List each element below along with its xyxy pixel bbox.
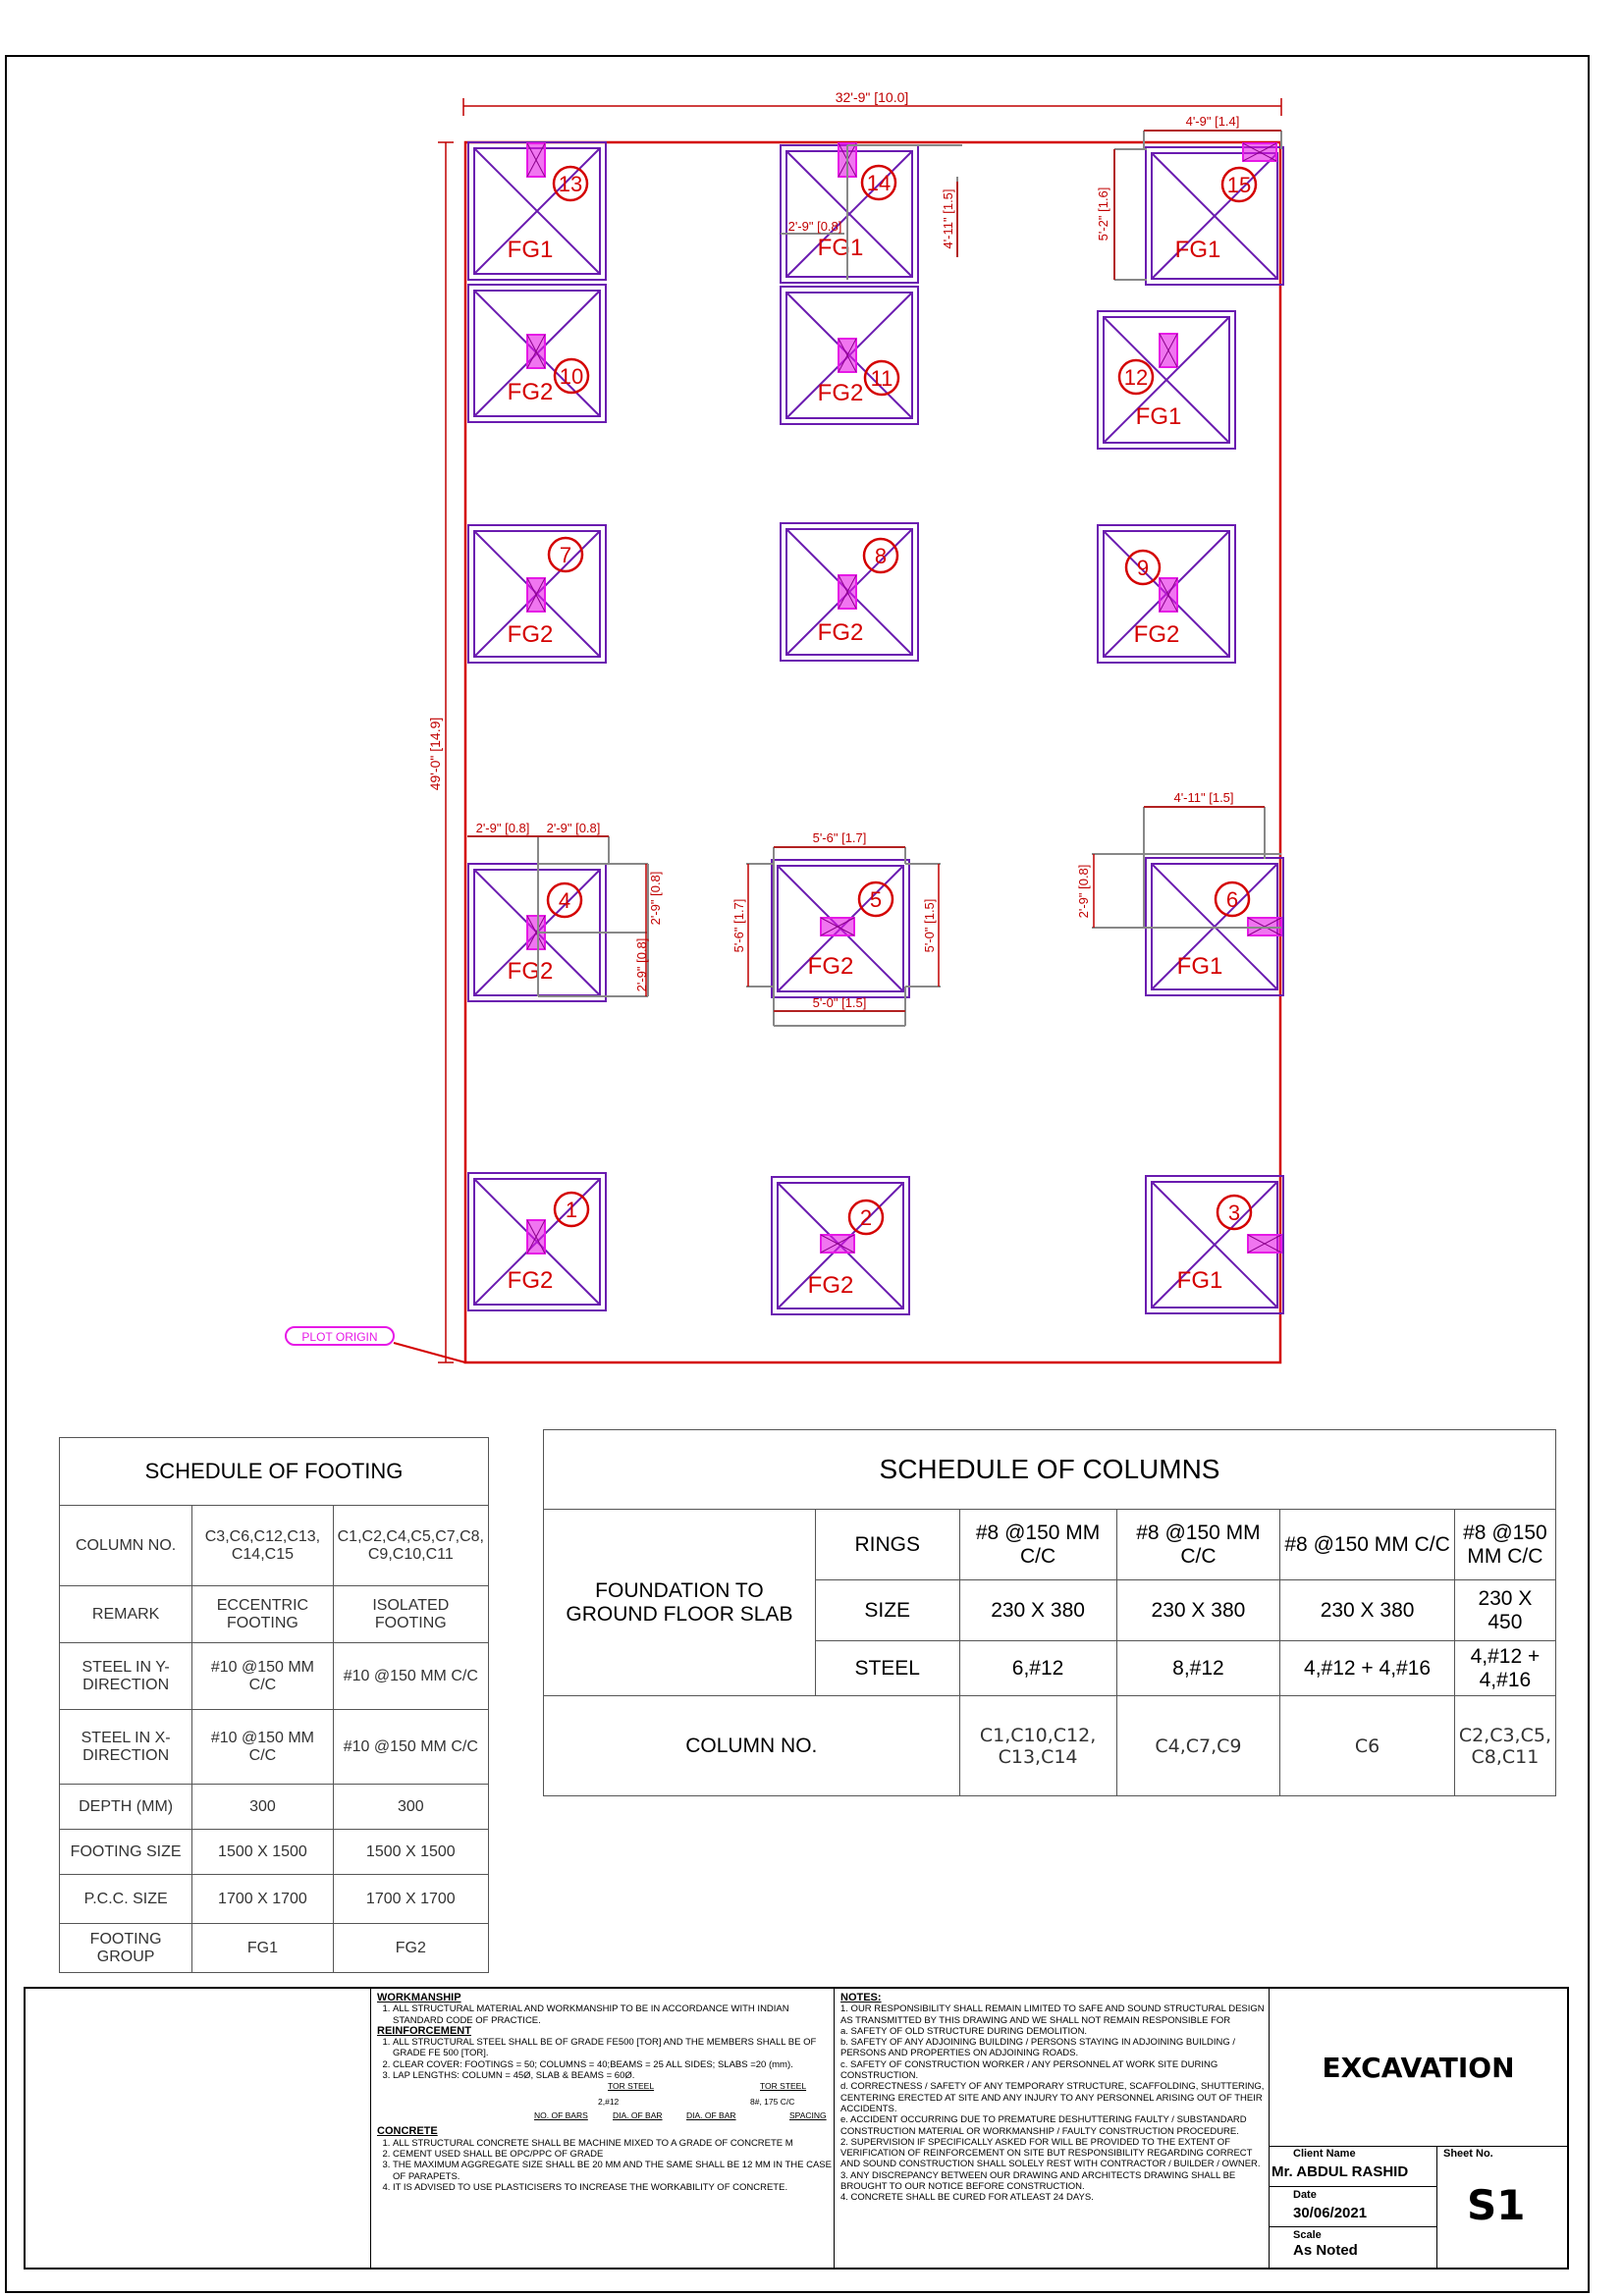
dim-f14-offset: 2'-9" [0.8] [787, 219, 842, 234]
footing-group-label: FG1 [1176, 1267, 1223, 1294]
concrete-heading: CONCRETE [377, 2125, 438, 2138]
footing-schedule-row [60, 1785, 489, 1830]
dim-f4-top-left: 2'-9" [0.8] [475, 821, 530, 835]
footing-cell-fg2: #10 @150 MM C/C [333, 1710, 488, 1785]
size-col-1: 230 X 380 [959, 1580, 1116, 1641]
footing-cell-label: STEEL IN Y-DIRECTION [60, 1643, 192, 1710]
footing-schedule-table [59, 1437, 489, 1973]
footing-number: 12 [1123, 365, 1149, 390]
responsibility-note: 3. ANY DISCREPANCY BETWEEN OUR DRAWING AND ARCHITECTS DRAWING SHALL BE BROUGHT TO OUR NOTICE BEFORE CONSTRUCTION. [840, 2169, 1236, 2193]
footing-group-label: FG1 [1176, 953, 1223, 980]
footing-cell-fg1: FG1 [192, 1924, 333, 1973]
rings-col-4: #8 @150 MM C/C [1454, 1510, 1555, 1580]
footing-cell-fg1: #10 @150 MM C/C [192, 1710, 333, 1785]
footing-9 [1098, 525, 1235, 663]
footing-number: 8 [874, 544, 888, 568]
footing-group-label: FG2 [807, 1272, 854, 1299]
responsibility-note: a. SAFETY OF OLD STRUCTURE DURING DEMOLITION. [840, 2025, 1088, 2037]
notes-list [840, 2003, 1265, 2203]
footing-number: 15 [1226, 173, 1252, 197]
plot-origin-label: PLOT ORIGIN [301, 1330, 378, 1344]
row-label-steel: STEEL [815, 1641, 959, 1696]
footing-cell-fg2: FG2 [333, 1924, 488, 1973]
no-of-bars-label: NO. OF BARS [534, 2110, 588, 2121]
workmanship-list [377, 2003, 840, 2026]
scale-value: As Noted [1293, 2242, 1358, 2259]
note-item: 4. IT IS ADVISED TO USE PLASTICISERS TO INCREASE THE WORKABILITY OF CONCRETE. [393, 2182, 840, 2193]
column-schedule-title: SCHEDULE OF COLUMNS [544, 1430, 1556, 1510]
note-item: 3. LAP LENGTHS: COLUMN = 45Ø, SLAB & BEAMS = 60Ø. [393, 2070, 840, 2081]
column-no-col-2: C4,C7,C9 [1116, 1696, 1280, 1796]
footing-10 [468, 285, 606, 422]
dim-f15-width: 4'-9" [1.4] [1185, 114, 1240, 129]
client-name: Mr. ABDUL RASHID [1271, 2163, 1409, 2180]
footing-cell-label: COLUMN NO. [60, 1506, 192, 1586]
rings-col-1: #8 @150 MM C/C [959, 1510, 1116, 1580]
steel-col-3: 4,#12 + 4,#16 [1280, 1641, 1454, 1696]
dim-f5-bottom: 5'-0" [1.5] [812, 995, 867, 1010]
responsibility-note: b. SAFETY OF ANY ADJOINING BUILDING / PERSONS STAYING IN ADJOINING BUILDING / PERSONS AND PROPERTIES ON ADJOINING ROADS. [840, 2037, 1236, 2059]
sheet-label: Sheet No. [1443, 2148, 1493, 2160]
client-label: Client Name [1293, 2148, 1356, 2160]
footing-13 [468, 142, 606, 280]
footing-12 [1098, 311, 1235, 449]
dia-of-bar-label-2: DIA. OF BAR [686, 2110, 736, 2121]
footing-number: 3 [1227, 1201, 1241, 1225]
responsibility-notes [834, 1989, 1271, 2268]
note-item: 1. ALL STRUCTURAL CONCRETE SHALL BE MACHINE MIXED TO A GRADE OF CONCRETE M [393, 2138, 840, 2149]
footing-group-label: FG2 [817, 619, 864, 646]
footing-8 [781, 523, 918, 661]
overall-height-label: 49'-0" [14.9] [427, 717, 443, 791]
responsibility-note: 1. OUR RESPONSIBILITY SHALL REMAIN LIMITED TO SAFE AND SOUND STRUCTURAL DESIGN AS TRANSMITTED BY THIS DRAWING AND WE SHALL NOT REMAIN RESPONSIBLE FOR [840, 2003, 1265, 2026]
footing-number: 14 [866, 171, 892, 195]
footing-group-label: FG2 [507, 379, 554, 405]
column-no-col-3: C6 [1280, 1696, 1454, 1796]
footing-2 [772, 1177, 909, 1314]
footing-group-label: FG2 [817, 380, 864, 406]
bar-notation-legend [377, 2081, 840, 2126]
dim-f5-left: 5'-6" [1.7] [731, 898, 746, 953]
footing-cell-label: FOOTING SIZE [60, 1830, 192, 1875]
footing-cell-fg1: #10 @150 MM C/C [192, 1643, 333, 1710]
dia-of-bar-label-1: DIA. OF BAR [613, 2110, 663, 2121]
footing-number: 9 [1136, 556, 1150, 580]
footing-schedule-row [60, 1586, 489, 1643]
size-col-4: 230 X 450 [1454, 1580, 1555, 1641]
footing-group-label: FG2 [807, 953, 854, 980]
overall-width-label: 32'-9" [10.0] [835, 89, 909, 105]
footing-cell-label: DEPTH (MM) [60, 1785, 192, 1830]
sheet-info-block [1269, 1989, 1567, 2268]
tor-steel-label-2: TOR STEEL [760, 2081, 807, 2092]
note-item: 1. ALL STRUCTURAL STEEL SHALL BE OF GRADE FE500 [TOR] AND THE MEMBERS SHALL BE OF GRADE FE 500 [TOR]. [393, 2037, 840, 2059]
responsibility-note: 4. CONCRETE SHALL BE CURED FOR ATLEAST 24 DAYS. [840, 2192, 1094, 2204]
spacing-label: SPACING [789, 2110, 827, 2121]
rings-col-3: #8 @150 MM C/C [1280, 1510, 1454, 1580]
responsibility-note: d. CORRECTNESS / SAFETY OF ANY TEMPORARY STRUCTURE, SCAFFOLDING, SHUTTERING, CENTERING ERECTED AT SITE AND ANY INJURY TO ANY PERSONNEL ARISING OUT OF THEIR ACCIDENTS. [840, 2081, 1265, 2114]
footing-group-label: FG2 [507, 958, 554, 985]
responsibility-note: c. SAFETY OF CONSTRUCTION WORKER / ANY PERSONNEL AT WORK SITE DURING CONSTRUCTION. [840, 2058, 1218, 2082]
footing-number: 2 [859, 1205, 873, 1230]
date-value: 30/06/2021 [1293, 2205, 1368, 2221]
date-label: Date [1293, 2189, 1317, 2201]
footing-number: 7 [559, 543, 572, 567]
footing-5 [772, 860, 909, 997]
footing-cell-label: REMARK [60, 1586, 192, 1643]
footing-3 [1146, 1176, 1283, 1313]
drawing-title: EXCAVATION [1270, 1989, 1567, 2147]
size-col-2: 230 X 380 [1116, 1580, 1280, 1641]
footing-number: 5 [869, 887, 883, 912]
footing-cell-fg2: ISOLATED FOOTING [333, 1586, 488, 1643]
footing-7 [468, 525, 606, 663]
responsibility-note: e. ACCIDENT OCCURRING DUE TO PREMATURE DESHUTTERING FAULTY / SUBSTANDARD CONSTRUCTION MATERIAL OR WORKMANSHIP / FAULTY CONSTRUCTION PROCEDURE. [840, 2114, 1247, 2137]
steel-col-1: 6,#12 [959, 1641, 1116, 1696]
footing-cell-label: STEEL IN X-DIRECTION [60, 1710, 192, 1785]
dim-f4-top-right: 2'-9" [0.8] [546, 821, 601, 835]
column-no-col-4: C2,C3,C5, C8,C11 [1454, 1696, 1555, 1796]
footing-number: 1 [565, 1198, 578, 1222]
concrete-list [377, 2138, 840, 2193]
note-item: 2. CEMENT USED SHALL BE OPC/PPC OF GRADE [393, 2149, 840, 2160]
footing-group-label: FG1 [1174, 237, 1221, 263]
footing-cell-fg2: 1500 X 1500 [333, 1830, 488, 1875]
footing-15 [1146, 143, 1283, 285]
footing-cell-fg1: 300 [192, 1785, 333, 1830]
footing-cell-fg1: 1700 X 1700 [192, 1875, 333, 1924]
footing-number: 4 [558, 888, 571, 913]
footing-number: 11 [870, 366, 893, 391]
steel-col-2: 8,#12 [1116, 1641, 1280, 1696]
column-schedule-level: FOUNDATION TO GROUND FLOOR SLAB [544, 1510, 816, 1696]
footing-group-label: FG1 [1135, 403, 1182, 430]
column-schedule-table [543, 1429, 1556, 1796]
workmanship-heading: WORKMANSHIP [377, 1992, 461, 2003]
footing-group-label: FG1 [817, 235, 864, 261]
note-item: 1. ALL STRUCTURAL MATERIAL AND WORKMANSHIP TO BE IN ACCORDANCE WITH INDIAN STANDARD CODE OF PRACTICE. [393, 2003, 840, 2026]
footing-group-label: FG1 [507, 237, 554, 263]
scale-label: Scale [1293, 2229, 1322, 2241]
footing-group-label: FG2 [1133, 621, 1180, 648]
footing-schedule-row [60, 1830, 489, 1875]
footing-number: 6 [1225, 887, 1239, 912]
sheet-number-box [1437, 2146, 1567, 2268]
footing-cell-fg1: C3,C6,C12,C13, C14,C15 [192, 1506, 333, 1586]
dim-f15-height: 5'-2" [1.6] [1096, 187, 1110, 241]
footing-cell-fg2: #10 @150 MM C/C [333, 1643, 488, 1710]
notes-heading: NOTES: [840, 1992, 882, 2003]
dim-f4-right-top: 2'-9" [0.8] [648, 871, 663, 926]
footing-14 [781, 143, 918, 283]
plot-origin-marker [286, 1327, 465, 1362]
general-notes [370, 1989, 846, 2268]
reinforcement-list [377, 2037, 840, 2081]
footing-cell-fg1: 1500 X 1500 [192, 1830, 333, 1875]
footing-group-label: FG2 [507, 1267, 554, 1294]
footing-cell-fg1: ECCENTRIC FOOTING [192, 1586, 333, 1643]
footing-cell-label: P.C.C. SIZE [60, 1875, 192, 1924]
footing-cell-fg2: 300 [333, 1785, 488, 1830]
footing-cell-fg2: C1,C2,C4,C5,C7,C8, C9,C10,C11 [333, 1506, 488, 1586]
note-item: 2. CLEAR COVER: FOOTINGS = 50; COLUMNS = 40;BEAMS = 25 ALL SIDES; SLABS =20 (mm). [393, 2059, 840, 2070]
footing-group-label: FG2 [507, 621, 554, 648]
bar-example-2: 8#, 175 C/C [750, 2097, 795, 2108]
footing-schedule-row [60, 1506, 489, 1586]
steel-col-4: 4,#12 + 4,#16 [1454, 1641, 1555, 1696]
dim-f4-right-bottom: 2'-9" [0.8] [634, 937, 649, 992]
footing-1 [468, 1173, 606, 1310]
dim-f6-top: 4'-11" [1.5] [1173, 790, 1234, 805]
footing-cell-fg2: 1700 X 1700 [333, 1875, 488, 1924]
bar-example-1: 2,#12 [598, 2097, 620, 2108]
footings-layer [468, 142, 1283, 1314]
footing-11 [781, 287, 918, 424]
column-no-col-1: C1,C10,C12, C13,C14 [959, 1696, 1116, 1796]
dim-f5-top: 5'-6" [1.7] [812, 830, 867, 845]
note-item: 3. THE MAXIMUM AGGREGATE SIZE SHALL BE 20 MM AND THE SAME SHALL BE 12 MM IN THE CASE OF PARAPETS. [393, 2160, 840, 2182]
footing-schedule-row [60, 1875, 489, 1924]
rings-col-2: #8 @150 MM C/C [1116, 1510, 1280, 1580]
title-block [24, 1987, 1569, 2269]
client-date-scale [1270, 2146, 1437, 2268]
row-label-column-no: COLUMN NO. [544, 1696, 960, 1796]
footing-cell-label: FOOTING GROUP [60, 1924, 192, 1973]
footing-number: 10 [559, 364, 584, 389]
footing-schedule-rows [60, 1506, 489, 1973]
sheet-number: S1 [1467, 2181, 1526, 2229]
dim-f14-height: 4'-11" [1.5] [941, 188, 955, 249]
responsibility-note: 2. SUPERVISION IF SPECIFICALLY ASKED FOR WILL BE PROVIDED TO THE EXTENT OF VERIFICATION OF REINFORCEMENT ON SITE BUT RESPONSIBILITY REGARDING CORRECT AND SOUND CONSTRUCTION SHALL SOLELY REST WITH CONTRACTOR / BUILDER / OWNER. [840, 2136, 1261, 2170]
tor-steel-label-1: TOR STEEL [608, 2081, 655, 2092]
row-label-size: SIZE [815, 1580, 959, 1641]
row-label-rings: RINGS [815, 1510, 959, 1580]
footing-schedule-row [60, 1710, 489, 1785]
footing-schedule-row [60, 1643, 489, 1710]
dim-f5-right: 5'-0" [1.5] [922, 898, 937, 953]
footing-schedule-row [60, 1924, 489, 1973]
reinforcement-heading: REINFORCEMENT [377, 2024, 471, 2037]
size-col-3: 230 X 380 [1280, 1580, 1454, 1641]
dim-f6-left: 2'-9" [0.8] [1076, 864, 1091, 919]
footing-schedule-title: SCHEDULE OF FOOTING [60, 1438, 489, 1506]
footing-number: 13 [558, 172, 583, 196]
